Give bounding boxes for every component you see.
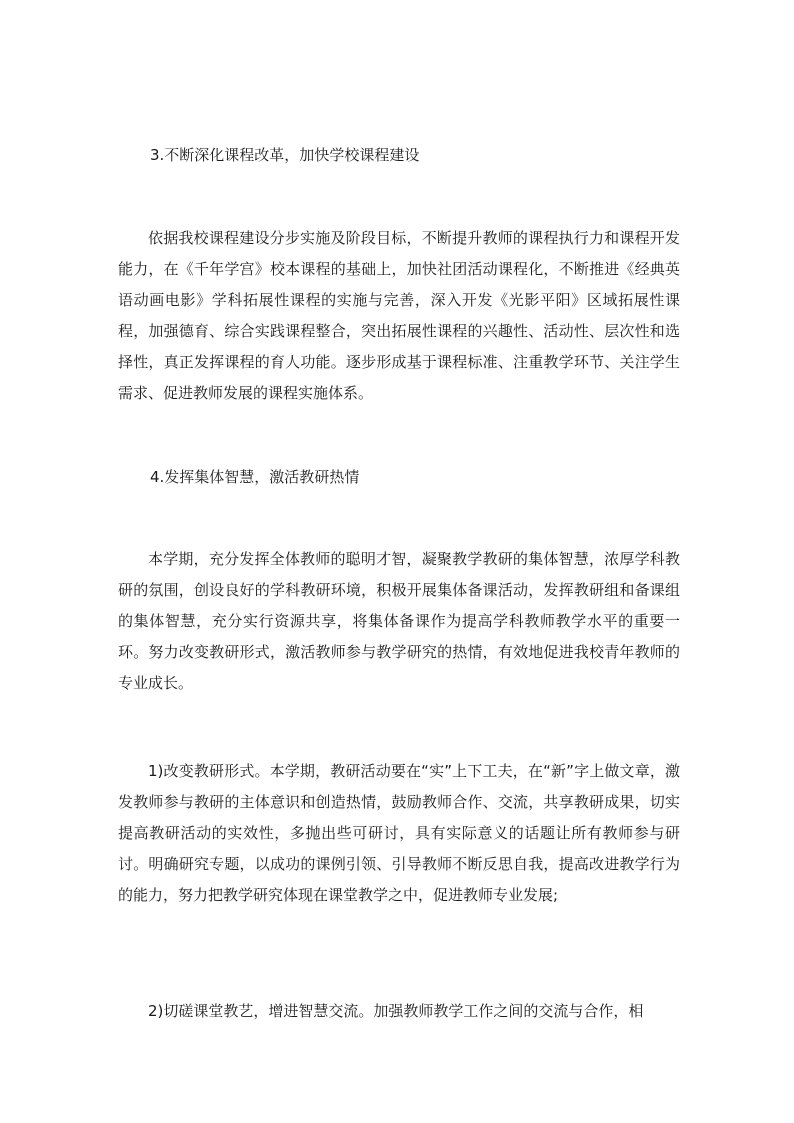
list-item-1: 1)改变教研形式。本学期，教研活动要在“实”上下工夫，在“新”字上做文章，激发教师参与教研的主体意识和创造热情，鼓励教师合作、交流，共享教研成果，切实提高教研活动的实效性，多抛出些可研讨，具有实际意义的话题让所有教师参与研讨。明确研究专题，以成功的课例引领、引导教师不断反思自我，提高改进教学行为的能力，努力把教学研究体现在课堂教学之中，促进教师专业发展; — [118, 762, 680, 904]
list-item-2: 2)切磋课堂教艺，增进智慧交流。加强教师教学工作之间的交流与合作，相 — [148, 1002, 644, 1020]
section-heading-3: 3.不断深化课程改革，加快学校课程建设 — [150, 146, 420, 164]
section-paragraph-3: 依据我校课程建设分步实施及阶段目标，不断提升教师的课程执行力和课程开发能力，在《千年学宫》校本课程的基础上，加快社团活动课程化，不断推进《经典英语动画电影》学科拓展性课程的实施与完善，深入开发《光影平阳》区域拓展性课程，加强德育、综合实践课程整合，突出拓展性课程的兴趣性、活动性、层次性和选择性，真正发挥课程的育人功能。逐步形成基于课程标准、注重教学环节、关注学生需求、促进教师发展的课程实施体系。 — [118, 229, 680, 402]
section-heading-4: 4.发挥集体智慧，激活教研热情 — [150, 468, 360, 486]
section-paragraph-4: 本学期，充分发挥全体教师的聪明才智，凝聚教学教研的集体智慧，浓厚学科教研的氛围，创设良好的学科教研环境，积极开展集体备课活动，发挥教研组和备课组的集体智慧，充分实行资源共享，将集体备课作为提高学科教师教学水平的重要一环。努力改变教研形式，激活教师参与教学研究的热情，有效地促进我校青年教师的专业成长。 — [118, 550, 680, 692]
